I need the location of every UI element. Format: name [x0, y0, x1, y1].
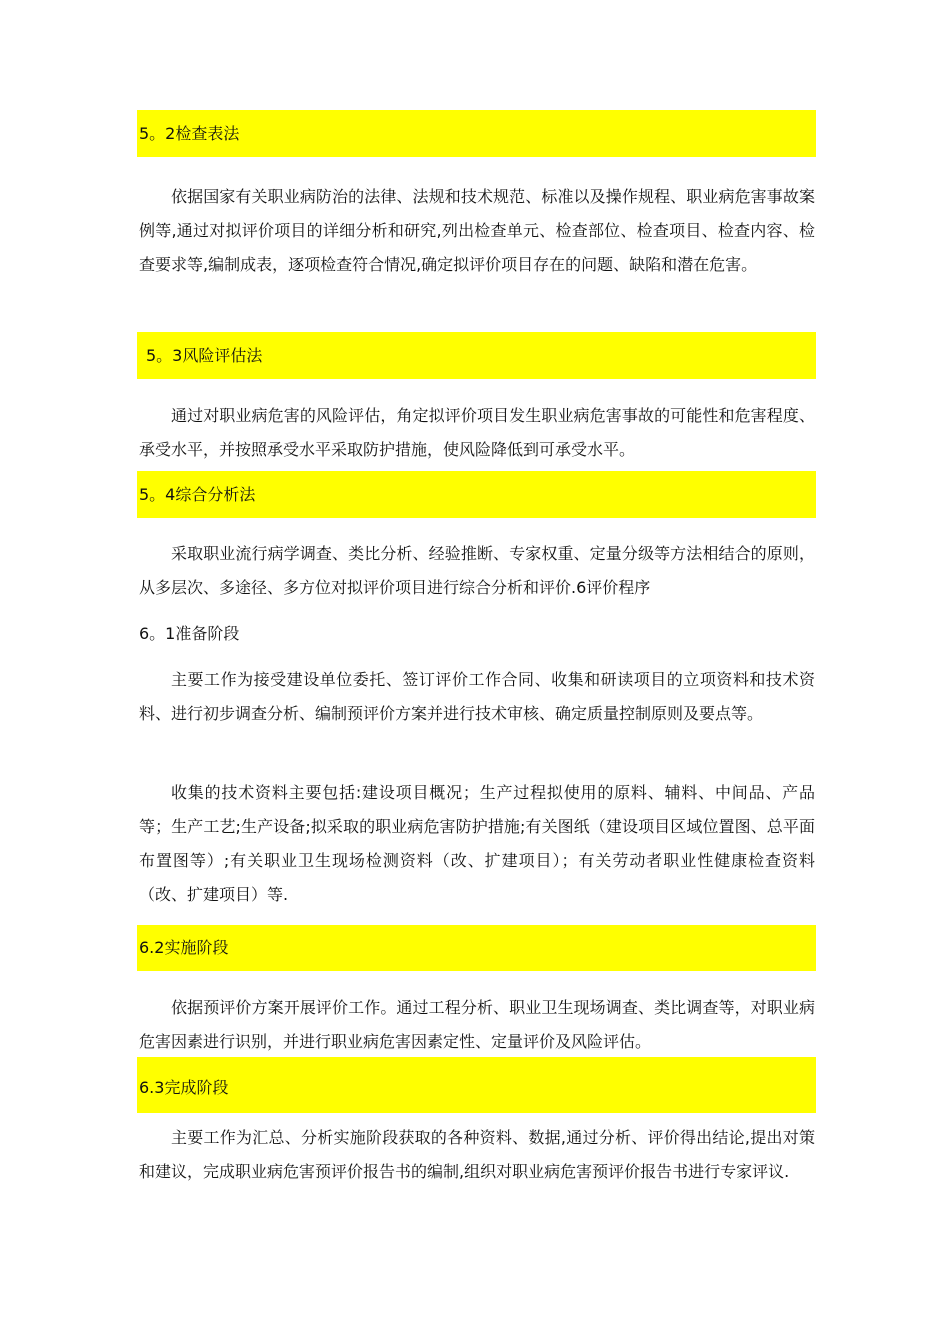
heading-6-2: 6.2实施阶段	[139, 938, 229, 957]
paragraph-6-3: 主要工作为汇总、分析实施阶段获取的各种资料、数据,通过分析、评价得出结论,提出对策和建议，完成职业病危害预评价报告书的编制,组织对职业病危害预评价报告书进行专家评议.	[139, 1128, 815, 1181]
paragraph-6-1-materials: 收集的技术资料主要包括:建设项目概况；生产过程拟使用的原料、辅料、中间品、产品等；生产工艺;生产设备;拟采取的职业病危害防护措施;有关图纸（建设项目区域位置图、总平面布置图等）;有关职业卫生现场检测资料（改、扩建项目）；有关劳动者职业性健康检查资料（改、扩建项目）等.	[139, 783, 815, 904]
paragraph-5-3: 通过对职业病危害的风险评估，角定拟评价项目发生职业病危害事故的可能性和危害程度、承受水平，并按照承受水平采取防护措施，使风险降低到可承受水平。	[139, 406, 815, 459]
heading-5-4: 5。4综合分析法	[139, 485, 256, 504]
highlight-band-6-3	[137, 1057, 816, 1113]
paragraph-6-1: 主要工作为接受建设单位委托、签订评价工作合同、收集和研读项目的立项资料和技术资料、进行初步调查分析、编制预评价方案并进行技术审核、确定质量控制原则及要点等。	[139, 670, 815, 723]
paragraph-5-4: 采取职业流行病学调查、类比分析、经验推断、专家权重、定量分级等方法相结合的原则，从多层次、多途径、多方位对拟评价项目进行综合分析和评价.6评价程序	[139, 544, 815, 597]
heading-5-2: 5。2检查表法	[139, 124, 240, 143]
paragraph-5-2: 依据国家有关职业病防治的法律、法规和技术规范、标准以及操作规程、职业病危害事故案例等,通过对拟评价项目的详细分析和研究,列出检查单元、检查部位、检查项目、检查内容、检查要求等,编制成表，逐项检查符合情况,确定拟评价项目存在的问题、缺陷和潜在危害。	[139, 187, 815, 274]
paragraph-6-2: 依据预评价方案开展评价工作。通过工程分析、职业卫生现场调查、类比调查等，对职业病危害因素进行识别，并进行职业病危害因素定性、定量评价及风险评估。	[139, 998, 815, 1051]
heading-5-3: 5。3风险评估法	[146, 346, 263, 365]
highlight-band-6-2	[137, 925, 816, 971]
heading-6-1: 6。1准备阶段	[139, 624, 240, 643]
heading-6-3: 6.3完成阶段	[139, 1078, 229, 1097]
